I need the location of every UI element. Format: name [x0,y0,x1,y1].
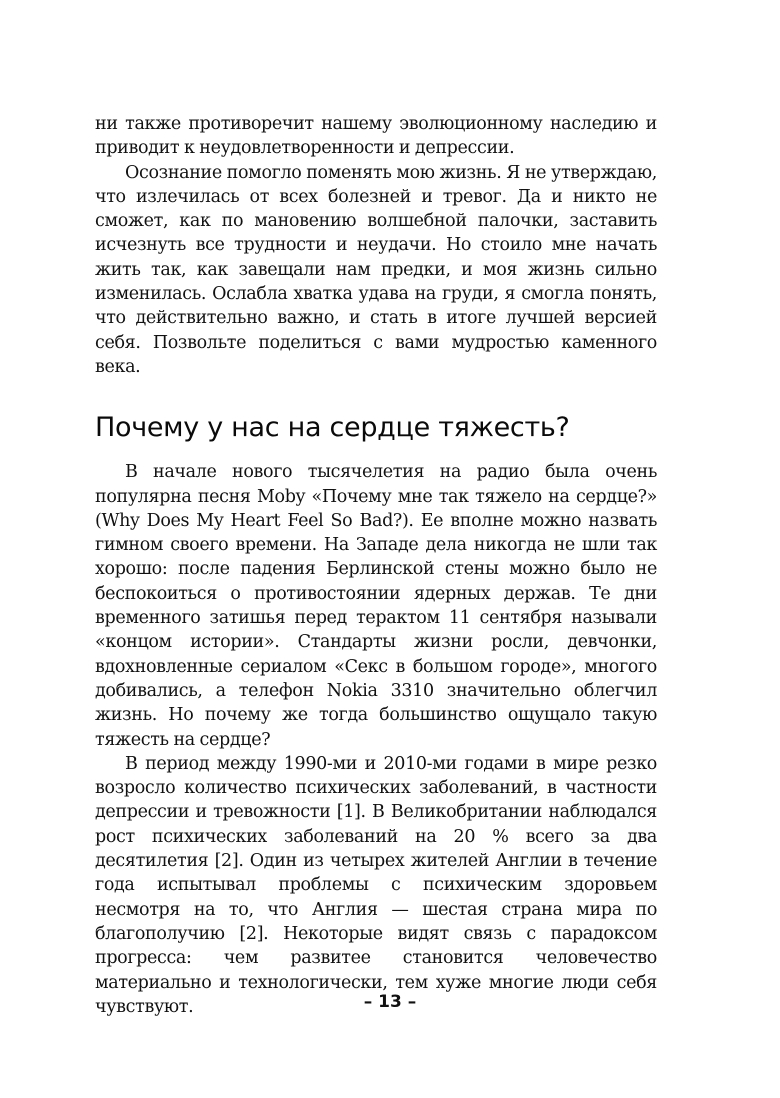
page-number: – 13 – [363,992,417,1012]
page-body [95,112,657,1019]
paragraph-continuation: ни также противоречит нашему эволюционному наследию и приводит к неудовлетворенности и депрессии. [95,114,657,159]
paragraph-realization: Осознание помогло поменять мою жизнь. Я не утверждаю, что излечилась от всех болезней и тревог. Да и никто не сможет, как по мановению волшебной палочки, заставить исчезнуть все трудности и неудачи. Но стоило мне начать жить так, как завещали нам предки, и моя жизнь сильно изменилась. Ослабла хватка удава на груди, я смогла понять, что действительно важно, и стать в итоге лучшей версией себя. Позвольте поделиться с вами мудростью каменного века. [95,162,657,377]
paragraph-statistics: В период между 1990-ми и 2010-ми годами в мире резко возросло количество психических заболеваний, в частности депрессии и тревожности [1]. В Великобритании наблюдался рост психических заболеваний на 20 % всего за два десятилетия [2]. Один из четырех жителей Англии в течение года испытывал проблемы с психическим здоровьем несмотря на то, что Англия — шестая страна мира по благополучию [2]. Некоторые видят связь с парадоксом прогресса: чем развитее становится человечество материально и технологически, тем хуже многие люди себя чувствуют. [95,753,657,1017]
paragraph-moby: В начале нового тысячелетия на радио была очень популярна песня Moby «Почему мне так тяжело на сердце?» (Why Does My Heart Feel So Bad?). Ее вполне можно назвать гимном своего времени. На Западе дела никогда не шли так хорошо: после падения Берлинской стены можно было не беспокоиться о противостоянии ядерных держав. Те дни временного затишья перед терактом 11 сентября называли «концом истории». Стандарты жизни росли, девчонки, вдохновленные сериалом «Секс в большом городе», многого добивались, а телефон Nokia 3310 значительно облегчил жизнь. Но почему же тогда большинство ощущало такую тяжесть на сердце? [95,462,657,750]
section-heading: Почему у нас на сердце тяжесть? [95,412,570,444]
